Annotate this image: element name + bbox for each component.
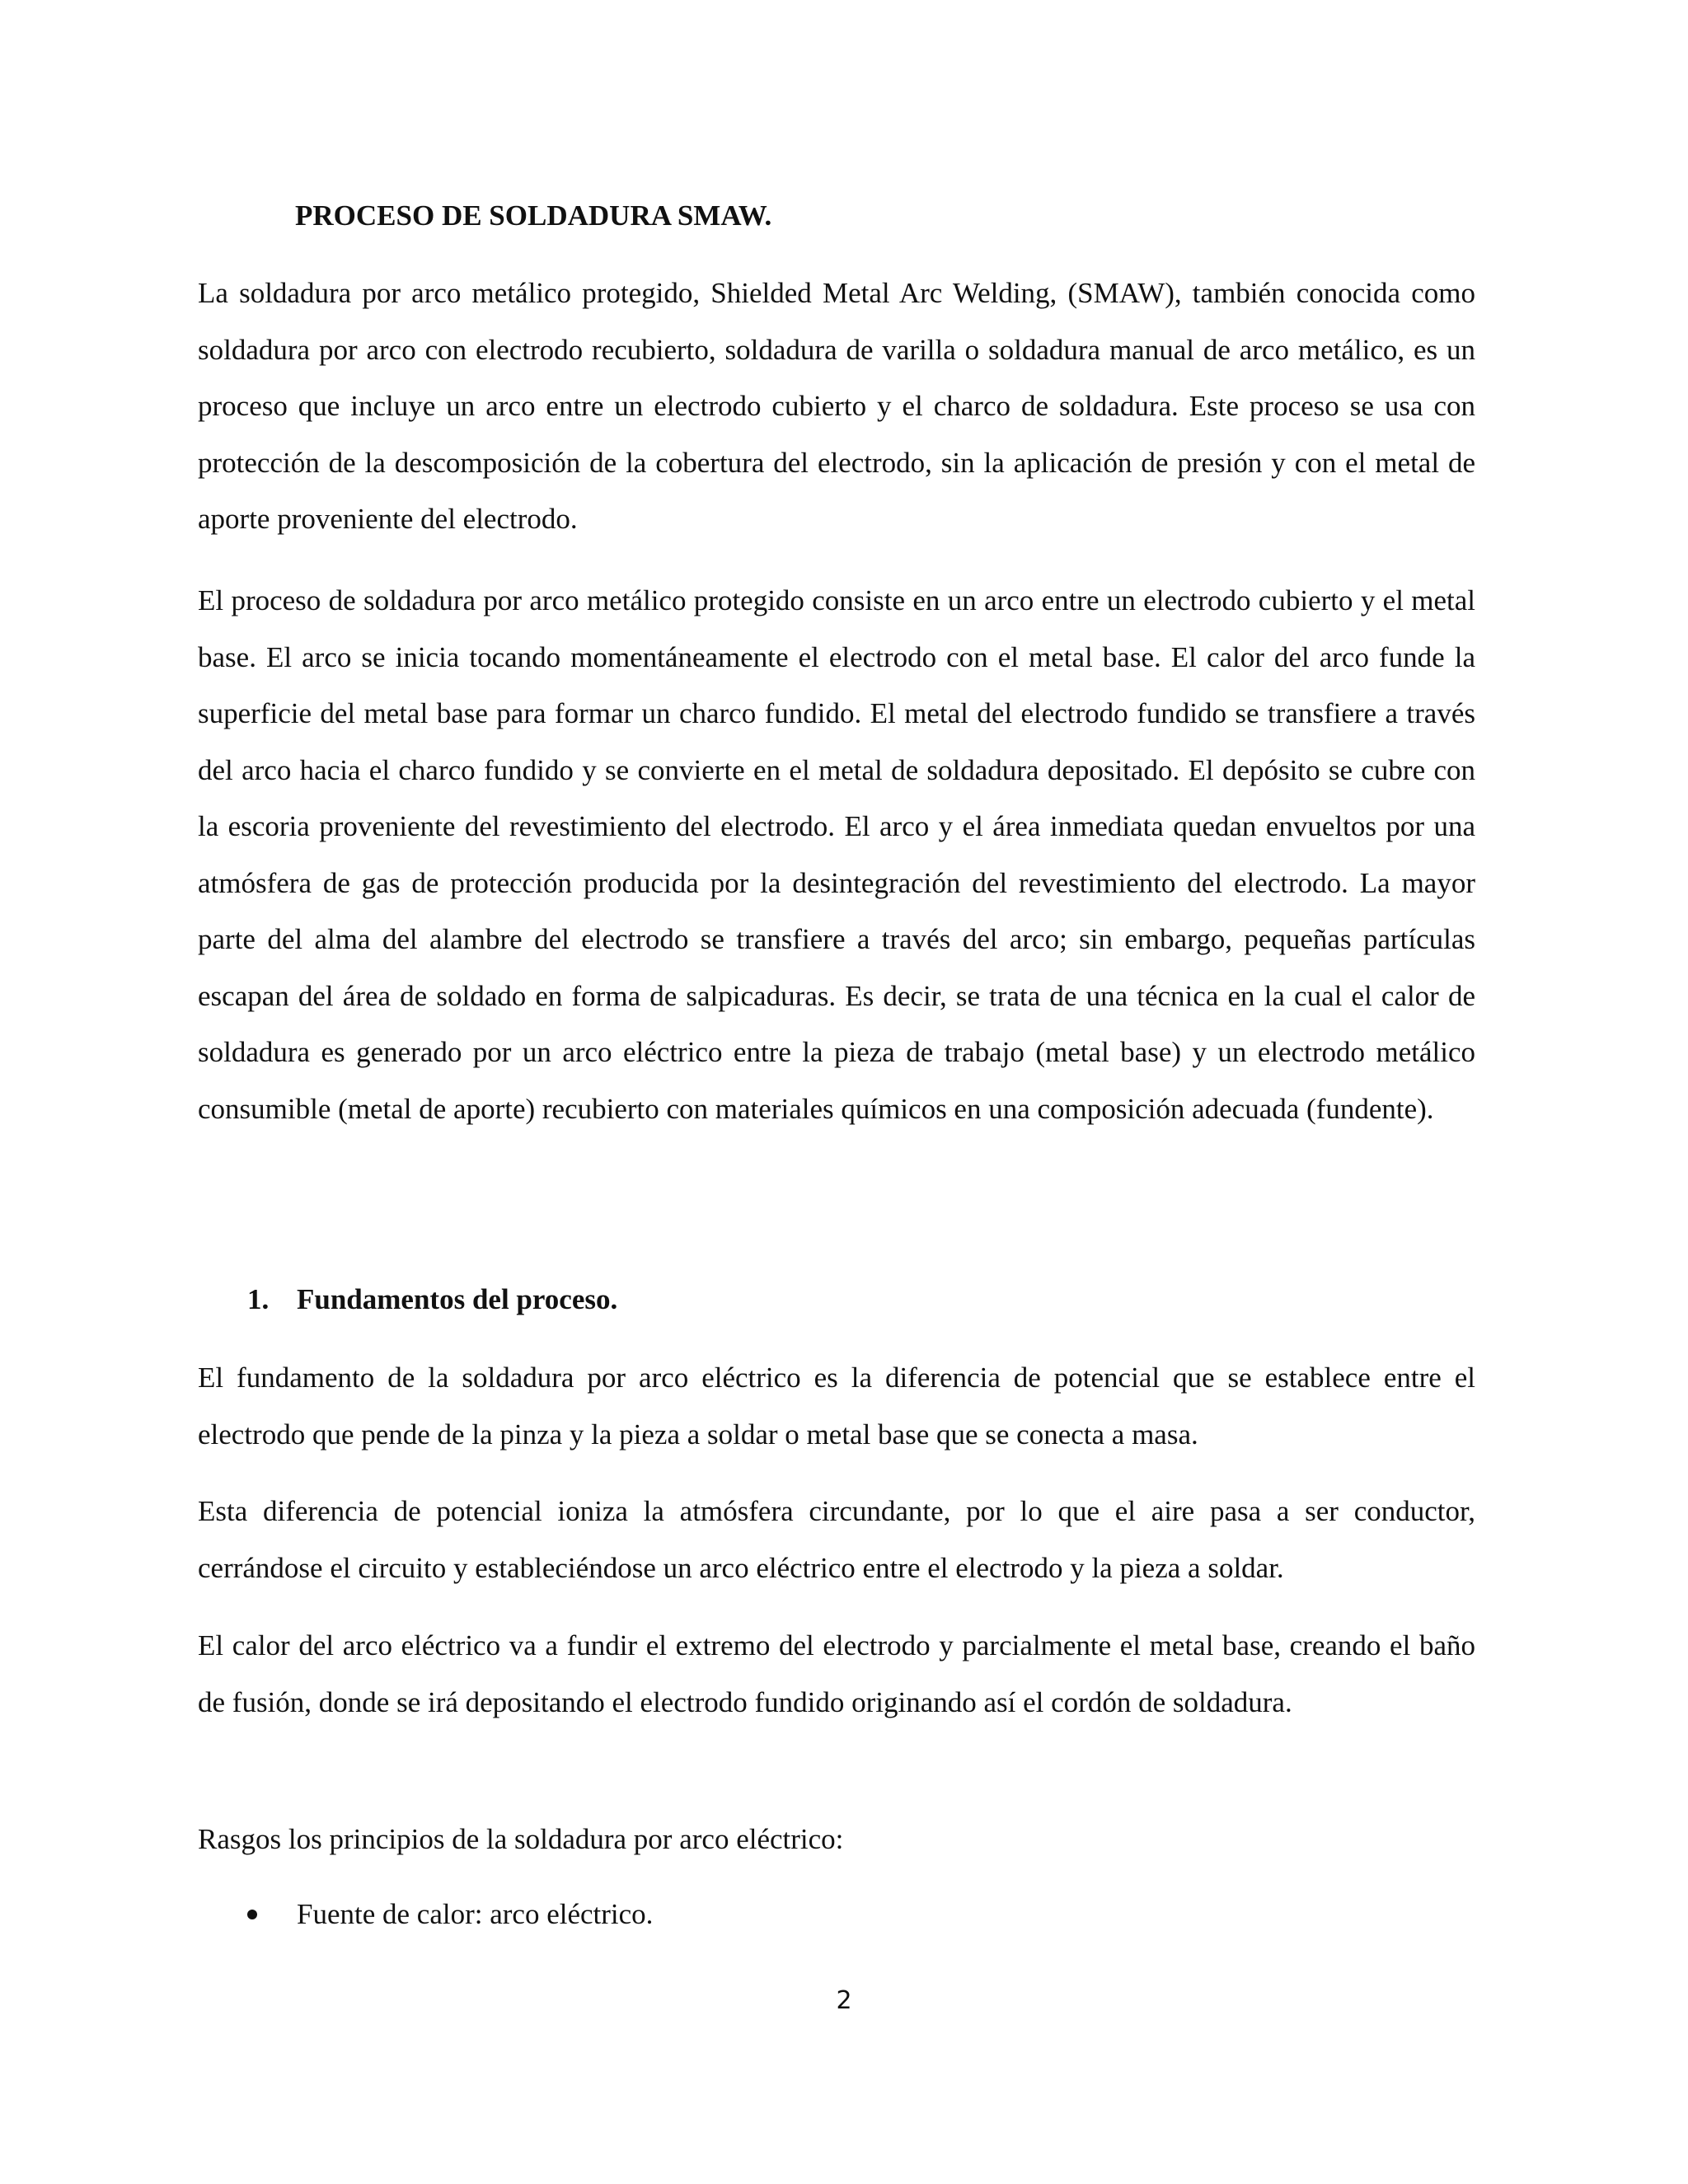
page-number: 2 (836, 1986, 852, 2015)
list-item (247, 1886, 653, 1943)
paragraph-intro: La soldadura por arco metálico protegido, Shielded Metal Arc Welding, (SMAW), también conocida como soldadura por arco con electrodo recubierto, soldadura de varilla o soldadura manual de arco metálico, es un proceso que incluye un arco entre un electrodo cubierto y el charco de soldadura. Este proceso se usa con protección de la descomposición de la cobertura del electrodo, sin la aplicación de presión y con el metal de aporte proveniente del electrodo. (198, 277, 1475, 535)
paragraph-process-description: El proceso de soldadura por arco metálico protegido consiste en un arco entre un electrodo cubierto y el metal base. El arco se inicia tocando momentáneamente el electrodo con el metal base. El calor del arco funde la superficie del metal base para formar un charco fundido. El metal del electrodo fundido se transfiere a través del arco hacia el charco fundido y se convierte en el metal de soldadura depositado. El depósito se cubre con la escoria proveniente del revestimiento del electrodo. El arco y el área inmediata quedan envueltos por una atmósfera de gas de protección producida por la desintegración del revestimiento del electrodo. La mayor parte del alma del alambre del electrodo se transfiere a través del arco; sin embargo, pequeñas partículas escapan del área de soldado en forma de salpicaduras. Es decir, se trata de una técnica en la cual el calor de soldadura es generado por un arco eléctrico entre la pieza de trabajo (metal base) y un electrodo metálico consumible (metal de aporte) recubierto con materiales químicos en una composición adecuada (fundente). (198, 584, 1475, 1125)
list-item-text: Fuente de calor: arco eléctrico. (297, 1898, 654, 1930)
section-heading-fundamentos (247, 1282, 617, 1318)
section-number: 1. (247, 1283, 270, 1315)
bullet-icon (247, 1910, 257, 1919)
paragraph-ionization: Esta diferencia de potencial ioniza la atmósfera circundante, por lo que el aire pasa a ser conductor, cerrándose el circuito y estableciéndose un arco eléctrico entre el electrodo y la pieza a soldar. (198, 1495, 1475, 1584)
principles-list (247, 1886, 653, 1943)
paragraph-fundamento: El fundamento de la soldadura por arco eléctrico es la diferencia de potencial que se establece entre el electrodo que pende de la pinza y la pieza a soldar o metal base que se conecta a masa. (198, 1361, 1475, 1451)
section-heading-text: Fundamentos del proceso. (297, 1283, 618, 1315)
document-title: PROCESO DE SOLDADURA SMAW. (295, 199, 772, 232)
paragraph-principles-intro: Rasgos los principios de la soldadura por arco eléctrico: (198, 1823, 844, 1855)
paragraph-fusion: El calor del arco eléctrico va a fundir el extremo del electrodo y parcialmente el metal base, creando el baño de fusión, donde se irá depositando el electrodo fundido originando así el cordón de soldadura. (198, 1629, 1475, 1718)
